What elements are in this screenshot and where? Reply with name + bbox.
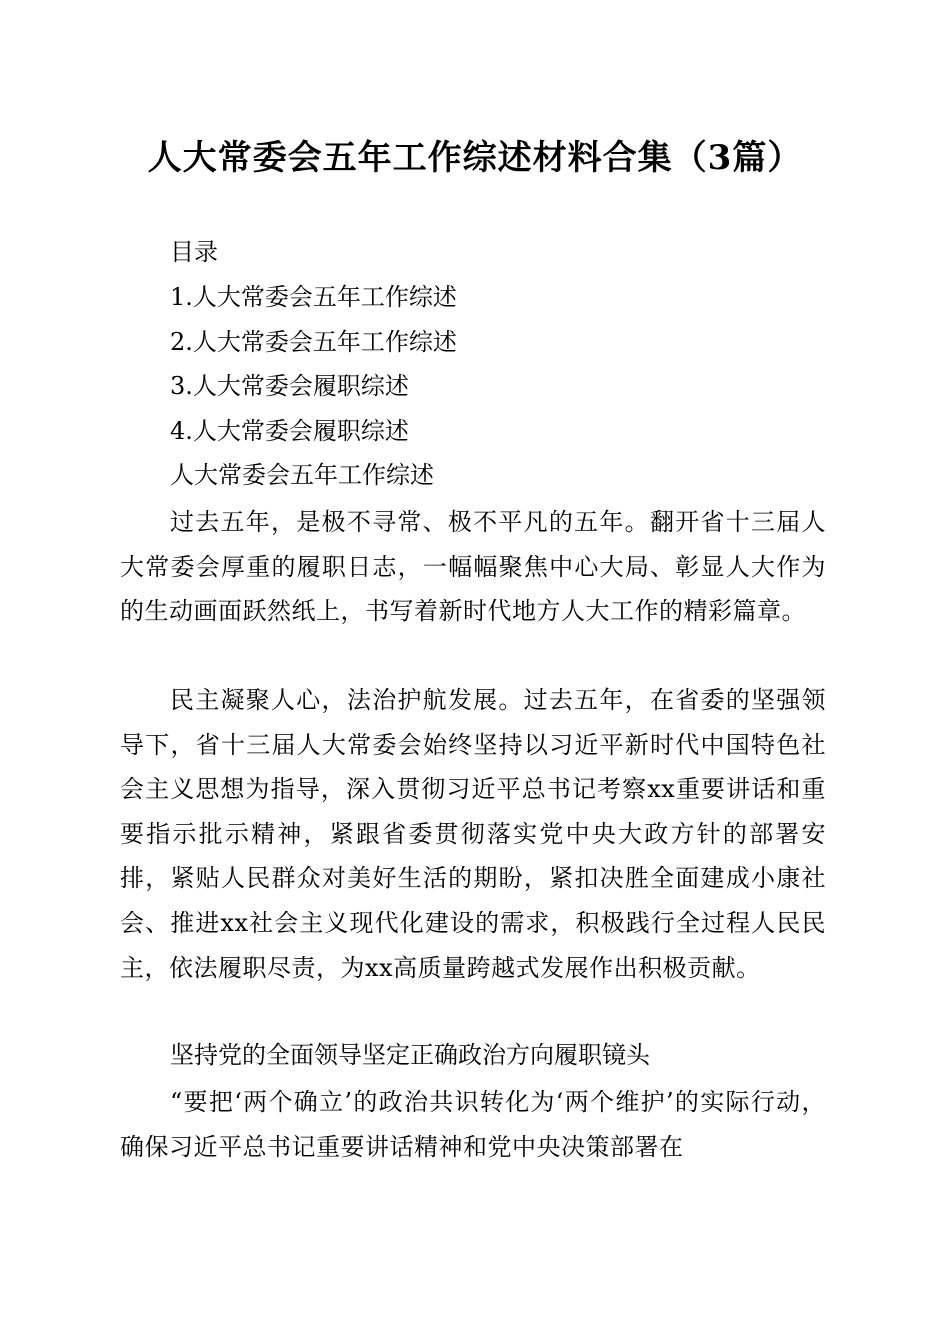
toc-heading: 目录 [170, 238, 218, 266]
toc-item-4: 4.人大常委会履职综述 [170, 417, 409, 445]
paragraph-1: 过去五年，是极不寻常、极不平凡的五年。翻开省十三届人大常委会厚重的履职日志，一幅幅聚焦中心大局、彰显人大作为的生动画面跃然纸上，书写着新时代地方人大工作的精彩篇章。 [120, 508, 826, 626]
toc-item-3: 3.人大常委会履职综述 [170, 372, 409, 400]
section-title: 人大常委会五年工作综述 [170, 461, 434, 489]
paragraph-2: 民主凝聚人心，法治护航发展。过去五年，在省委的坚强领导下，省十三届人大常委会始终坚持以习近平新时代中国特色社会主义思想为指导，深入贯彻习近平总书记考察xx重要讲话和重要指示批示精神，紧跟省委贯彻落实党中央大政方针的部署安排，紧贴人民群众对美好生活的期盼，紧扣决胜全面建成小康社会、推进xx社会主义现代化建设的需求，积极践行全过程人民民主，依法履职尽责，为xx高质量跨越式发展作出积极贡献。 [120, 686, 826, 982]
subheading: 坚持党的全面领导坚定正确政治方向履职镜头 [170, 1041, 650, 1069]
toc-item-2: 2.人大常委会五年工作综述 [170, 328, 457, 356]
quote-paragraph: “要把‘两个确立’的政治共识转化为‘两个维护’的实际行动，确保习近平总书记重要讲话精神和党中央决策部署在 [120, 1088, 826, 1161]
toc-item-1: 1.人大常委会五年工作综述 [170, 283, 457, 311]
document-title: 人大常委会五年工作综述材料合集（3篇） [147, 138, 803, 178]
